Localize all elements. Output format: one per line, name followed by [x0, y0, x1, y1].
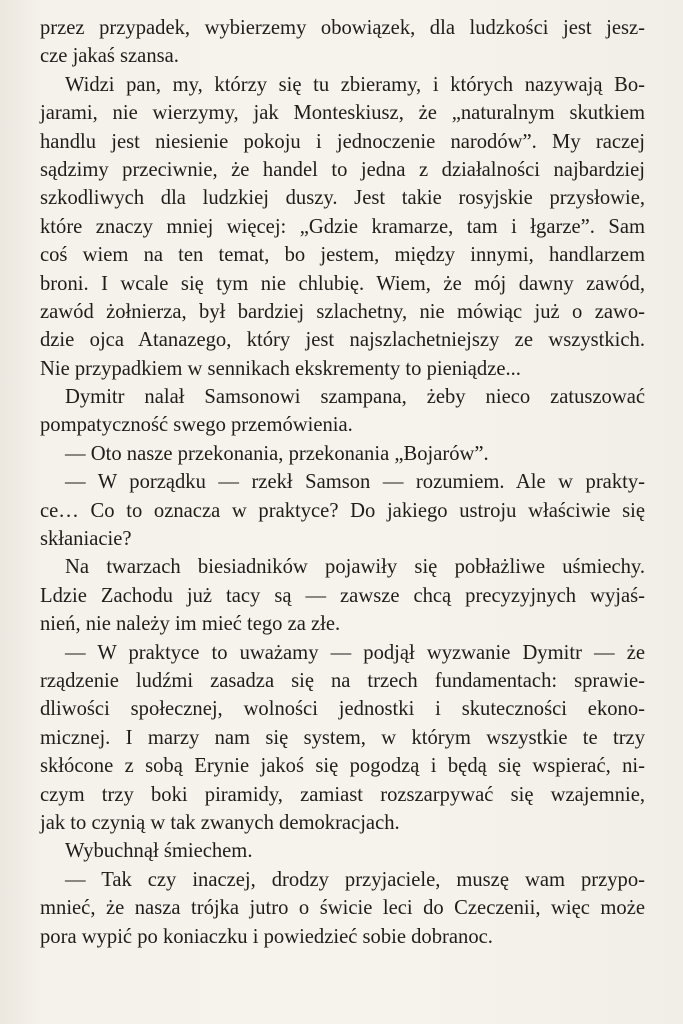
text-line: cze jakaś szansa. — [40, 45, 179, 68]
text-line: — W porządku — rzekł Samson — rozumiem. Ale w prakty- — [65, 471, 645, 494]
text-line: zawód żołnierza, był bardziej szlachetny, nie mówiąc już o zawo- — [40, 300, 645, 323]
text-line: ce… Co to oznacza w praktyce? Do jakiego ustroju właściwie się — [40, 499, 645, 522]
text-line: pora wypić po koniaczku i powiedzieć sobie dobranoc. — [40, 925, 493, 948]
text-line: — Tak czy inaczej, drodzy przyjaciele, muszę wam przypo- — [65, 868, 645, 891]
text-line: dzie ojca Atanazego, który jest najszlachetniejszy ze wszystkich. — [40, 329, 645, 352]
text-line: Widzi pan, my, którzy się tu zbieramy, i których nazywają Bo- — [65, 73, 645, 96]
text-line: coś wiem na ten temat, bo jestem, między innymi, handlarzem — [40, 244, 645, 267]
text-line: nień, nie należy im mieć tego za złe. — [40, 613, 341, 636]
text-line: broni. I wcale się tym nie chlubię. Wiem, że mój dawny zawód, — [40, 272, 645, 295]
text-line: jak to czynią w tak zwanych demokracjach. — [40, 811, 400, 834]
text-line: mnieć, że nasza trójka jutro o świcie leci do Czeczenii, więc może — [40, 897, 645, 920]
text-line: czym trzy boki piramidy, zamiast rozszarpywać się wzajemnie, — [40, 783, 645, 806]
text-line: Na twarzach biesiadników pojawiły się pobłażliwe uśmiechy. — [65, 556, 645, 579]
text-line: Nie przypadkiem w sennikach ekskrementy to pieniądze... — [40, 357, 521, 380]
text-line: dliwości społecznej, wolności jednostki i skuteczności ekono- — [40, 698, 645, 721]
text-line: Wybuchnął śmiechem. — [65, 840, 253, 863]
text-line: jarami, nie wierzymy, jak Monteskiusz, że „naturalnym skutkiem — [40, 102, 645, 125]
text-line: handlu jest niesienie pokoju i jednoczenie narodów”. My raczej — [40, 130, 645, 153]
text-line: rządzenie ludźmi zasadza się na trzech fundamentach: sprawie- — [40, 669, 645, 692]
text-line: przez przypadek, wybierzemy obowiązek, dla ludzkości jest jesz- — [40, 17, 645, 39]
text-line: które znaczy mniej więcej: „Gdzie kramarze, tam i łgarze”. Sam — [40, 215, 645, 238]
text-line: szkodliwych dla ludzkiej duszy. Jest takie rosyjskie przysłowie, — [40, 187, 645, 210]
text-line: Dymitr nalał Samsonowi szampana, żeby nieco zatuszować — [65, 386, 645, 409]
text-line: — W praktyce to uważamy — podjął wyzwanie Dymitr — że — [65, 641, 645, 664]
text-line: pompatyczność swego przemówienia. — [40, 414, 353, 437]
page-text — [40, 14, 645, 951]
text-line: skłócone z sobą Erynie jakoś się pogodzą i będą się wspierać, ni- — [40, 755, 645, 778]
text-line: micznej. I marzy nam się system, w którym wszystkie te trzy — [40, 726, 645, 749]
text-line: skłaniacie? — [40, 528, 132, 551]
text-line: Ldzie Zachodu już tacy są — zawsze chcą precyzyjnych wyjaś- — [40, 584, 645, 607]
text-line: sądzimy przeciwnie, że handel to jedna z działalności najbardziej — [40, 158, 645, 181]
text-line: — Oto nasze przekonania, przekonania „Bojarów”. — [65, 442, 489, 465]
